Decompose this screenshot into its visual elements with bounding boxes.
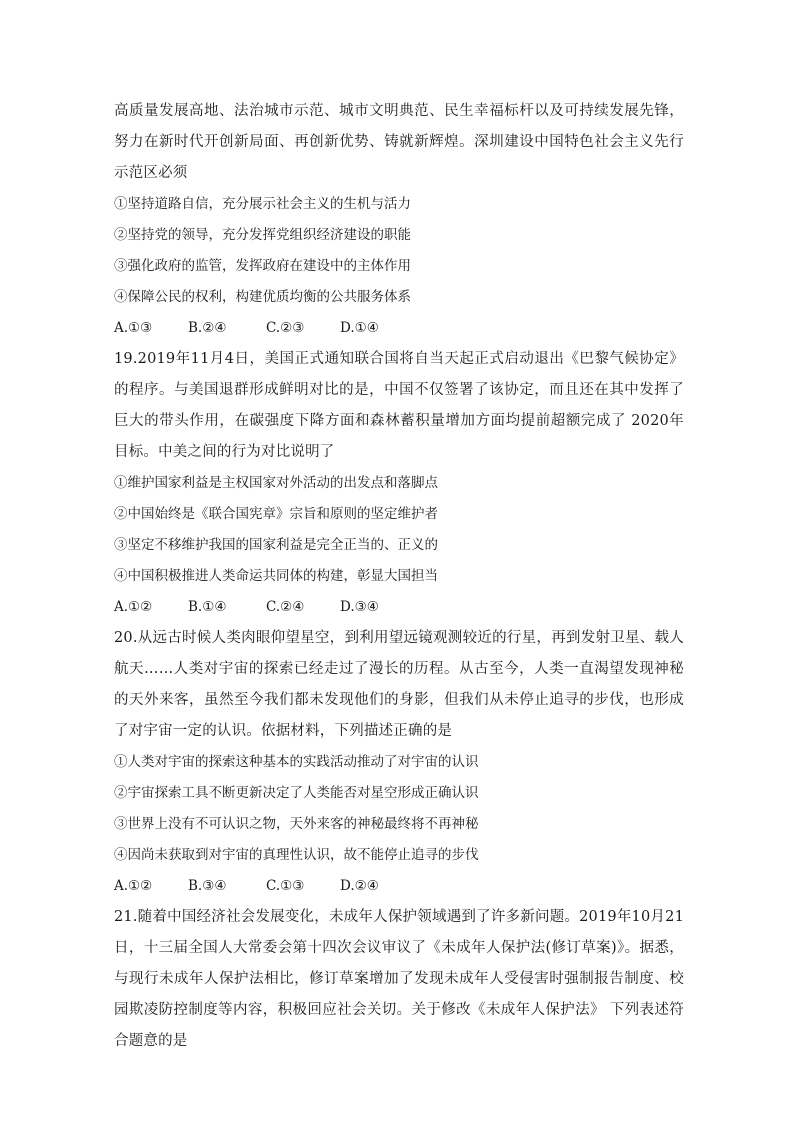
question-18-choice-a: A.①③	[114, 320, 153, 336]
question-20-choice-c: C.①③	[266, 878, 305, 894]
question-18-option-2: ②坚持党的领导，充分发挥党组织经济建设的职能	[114, 227, 411, 243]
question-19-option-4: ④中国积极推进人类命运共同体的构建，彰显大国担当	[114, 568, 438, 584]
question-19-answer-choices	[114, 592, 684, 623]
question-18-answer-choices	[114, 313, 684, 344]
question-18-choice-b: B.②④	[188, 320, 227, 336]
question-18-option-1: ①坚持道路自信，充分展示社会主义的生机与活力	[114, 196, 411, 212]
question-19-choice-d: D.③④	[340, 599, 379, 615]
question-21	[114, 902, 684, 1057]
exam-page	[114, 96, 684, 1057]
question-20-choice-a: A.①②	[114, 878, 153, 894]
question-19	[114, 344, 684, 623]
question-20-stem: 20.从远古时候人类肉眼仰望星空，到利用望远镜观测较近的行星，再到发射卫星、载人航天……人类对宇宙的探索已经走过了漫长的历程。从古至今，人类一直渴望发现神秘的天外来客，虽然至今我们都未发现他们的身影，但我们从未停止追寻的步伐，也形成了对宇宙一定的认识。依据材料，下列描述正确的是	[114, 630, 684, 739]
question-20-choice-d: D.②④	[340, 878, 379, 894]
question-18-option-3: ③强化政府的监管，发挥政府在建设中的主体作用	[114, 258, 411, 274]
question-19-option-2: ②中国始终是《联合国宪章》宗旨和原则的坚定维护者	[114, 506, 438, 522]
question-20-answer-choices	[114, 871, 684, 902]
question-18-option-4: ④保障公民的权利，构建优质均衡的公共服务体系	[114, 289, 411, 305]
question-20-option-3: ③世界上没有不可认识之物，天外来客的神秘最终将不再神秘	[114, 816, 479, 832]
question-20-choice-b: B.③④	[188, 878, 227, 894]
question-19-stem: 19.2019年11月4日，美国正式通知联合国将自当天起正式启动退出《巴黎气候协定》的程序。与美国退群形成鲜明对比的是，中国不仅签署了该协定，而且还在其中发挥了巨大的带头作用，在碳强度下降方面和森林蓄积量增加方面均提前超额完成了 2020年目标。中美之间的行为对比说明了	[114, 351, 684, 460]
question-20-option-2: ②宇宙探索工具不断更新决定了人类能否对星空形成正确认识	[114, 785, 479, 801]
question-18-stem: 高质量发展高地、法治城市示范、城市文明典范、民生幸福标杆以及可持续发展先锋，努力在新时代开创新局面、再创新优势、铸就新辉煌。深圳建设中国特色社会主义先行示范区必须	[114, 103, 684, 181]
question-18-choice-c: C.②③	[266, 320, 305, 336]
question-20-option-4: ④因尚未获取到对宇宙的真理性认识，故不能停止追寻的步伐	[114, 847, 479, 863]
question-19-option-3: ③坚定不移维护我国的国家利益是完全正当的、正义的	[114, 537, 438, 553]
question-20	[114, 623, 684, 902]
question-19-choice-a: A.①②	[114, 599, 153, 615]
question-21-stem: 21.随着中国经济社会发展变化，未成年人保护领域遇到了许多新问题。2019年10月21日，十三届全国人大常委会第十四次会议审议了《未成年人保护法(修订草案)》。据悉，与现行未成年人保护法相比，修订草案增加了发现未成年人受侵害时强制报告制度、校园欺凌防控制度等内容，积极回应社会关切。关于修改《未成年人保护法》 下列表述符合题意的是	[114, 909, 684, 1049]
question-19-option-1: ①维护国家利益是主权国家对外活动的出发点和落脚点	[114, 475, 438, 491]
question-19-choice-b: B.①④	[188, 599, 227, 615]
question-19-choice-c: C.②④	[266, 599, 305, 615]
question-18	[114, 96, 684, 344]
question-20-option-1: ①人类对宇宙的探索这种基本的实践活动推动了对宇宙的认识	[114, 754, 479, 770]
question-18-choice-d: D.①④	[340, 320, 379, 336]
